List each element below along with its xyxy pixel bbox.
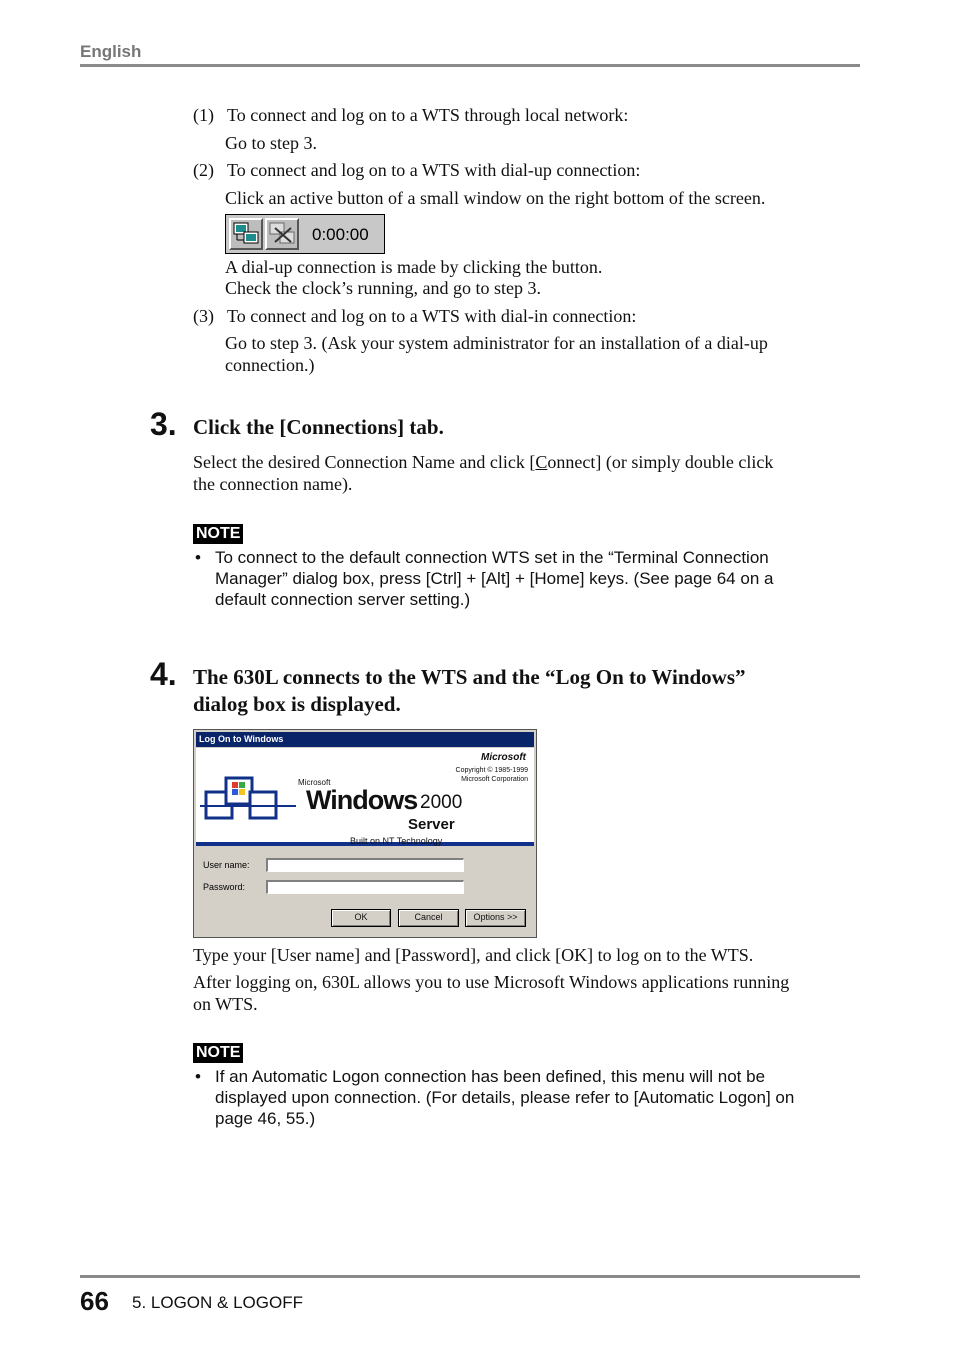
list-item-number: (3) xyxy=(193,306,214,326)
step-4-number: 4. xyxy=(150,656,177,692)
step-3-title: Click the [Connections] tab. xyxy=(193,415,444,439)
brand-windows: Windows xyxy=(306,785,418,815)
dialup-tray-widget xyxy=(225,214,385,254)
step-3-body-text: onnect] (or simply double click xyxy=(547,452,774,472)
note-line: default connection server setting.) xyxy=(215,590,471,609)
bullet-icon: • xyxy=(195,1067,201,1086)
note-line: Manager” dialog box, press [Ctrl] + [Alt] + [Home] keys. (See page 64 on a xyxy=(215,569,774,588)
note-badge: NOTE xyxy=(193,1043,243,1063)
brand-edition: Server xyxy=(408,816,455,833)
network-computer-icon xyxy=(231,220,261,248)
header-language: English xyxy=(80,42,142,61)
bullet-icon: • xyxy=(195,548,201,567)
step-4-title-line: The 630L connects to the WTS and the “Log On to Windows” xyxy=(193,665,746,689)
header-rule xyxy=(80,64,860,67)
list-item-2-after-2: Check the clock’s running, and go to step 3. xyxy=(225,278,541,298)
note-line: page 46, 55.) xyxy=(215,1109,316,1128)
list-item-2-detail: Click an active button of a small window on the right bottom of the screen. xyxy=(225,188,766,208)
cancel-button[interactable]: Cancel xyxy=(398,909,459,927)
ok-button[interactable]: OK xyxy=(331,909,391,927)
list-item-text: To connect and log on to a WTS with dial-in connection: xyxy=(227,306,637,326)
step-3-body-2: the connection name). xyxy=(193,474,353,494)
connection-timer: 0:00:00 xyxy=(312,225,369,244)
network-disconnected-icon xyxy=(267,220,297,248)
password-label: Password: xyxy=(203,882,246,892)
note-line: To connect to the default connection WTS set in the “Terminal Connection xyxy=(215,548,769,567)
note-badge: NOTE xyxy=(193,524,243,544)
list-item-number: (1) xyxy=(193,105,214,125)
step-4-body-3: on WTS. xyxy=(193,994,258,1014)
brand-version: 2000 xyxy=(420,792,463,813)
microsoft-logo: Microsoft xyxy=(481,752,526,763)
connect-accelerator: C xyxy=(535,452,548,472)
list-item-text: To connect and log on to a WTS with dial-up connection: xyxy=(227,160,641,180)
copyright-line: Microsoft Corporation xyxy=(461,776,528,783)
brand-microsoft: Microsoft xyxy=(298,778,331,787)
options-button[interactable]: Options >> xyxy=(465,909,526,927)
note-text xyxy=(195,1066,855,1129)
list-item-text: To connect and log on to a WTS through local network: xyxy=(227,105,629,125)
list-item-1-detail: Go to step 3. xyxy=(225,133,317,153)
user-name-input[interactable] xyxy=(266,858,464,872)
step-4-body-1: Type your [User name] and [Password], and click [OK] to log on to the WTS. xyxy=(193,945,754,965)
windows-banner xyxy=(196,748,534,846)
list-item-3-detail-1: Go to step 3. (Ask your system administrator for an installation of a dial-up xyxy=(225,333,768,353)
step-4-body-2: After logging on, 630L allows you to use Microsoft Windows applications running xyxy=(193,972,790,992)
chapter-title: 5. LOGON & LOGOFF xyxy=(132,1293,303,1312)
brand-built-on: Built on NT Technology xyxy=(350,836,443,846)
logon-dialog xyxy=(193,729,537,938)
list-item-3 xyxy=(193,305,636,327)
copyright-line: Copyright © 1985-1999 xyxy=(455,767,528,774)
note-line: If an Automatic Logon connection has been defined, this menu will not be xyxy=(215,1067,766,1086)
windows-network-logo-icon xyxy=(200,770,296,830)
step-4-title-line: dialog box is displayed. xyxy=(193,692,401,716)
step-4-title xyxy=(193,664,746,718)
list-item-3-detail-2: connection.) xyxy=(225,355,315,375)
list-item-number: (2) xyxy=(193,160,214,180)
step-3-body-1 xyxy=(193,451,773,473)
note-text xyxy=(195,547,855,610)
page-number: 66 xyxy=(80,1286,109,1316)
user-name-label: User name: xyxy=(203,860,250,870)
note-line: displayed upon connection. (For details, please refer to [Automatic Logon] on xyxy=(215,1088,795,1107)
dialup-disconnect-button[interactable] xyxy=(265,218,299,250)
footer-rule xyxy=(80,1275,860,1278)
step-3-number: 3. xyxy=(150,406,177,442)
copyright xyxy=(456,766,528,784)
dialog-title-bar: Log On to Windows xyxy=(196,732,534,747)
list-item-2-after-1: A dial-up connection is made by clicking the button. xyxy=(225,257,603,277)
dialup-connect-button[interactable] xyxy=(229,218,263,250)
list-item-1 xyxy=(193,104,628,126)
password-input[interactable] xyxy=(266,880,464,894)
list-item-2 xyxy=(193,159,640,181)
step-3-body-text: Select the desired Connection Name and click [ xyxy=(193,452,536,472)
